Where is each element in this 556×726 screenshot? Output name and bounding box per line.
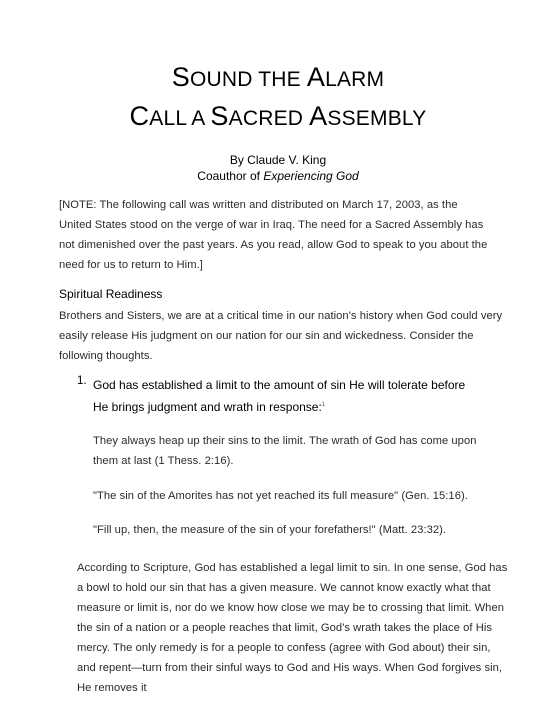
footnote-marker: 1 — [321, 402, 326, 408]
book-title: Experiencing God — [263, 169, 359, 183]
title-line-2 — [0, 103, 556, 132]
title-char: S — [171, 62, 190, 92]
title-text: ACRED — [228, 107, 310, 130]
title-char: A — [309, 101, 328, 131]
title-text: ALL A — [149, 107, 211, 130]
title-char: S — [210, 101, 229, 131]
list-item-number: 1. — [77, 375, 87, 387]
list-item-text — [93, 375, 473, 417]
scripture-quote-3: "Fill up, then, the measure of the sin of your forefathers!" (Matt. 23:32). — [93, 524, 447, 536]
section-intro: Brothers and Sisters, we are at a critical time in our nation's history when God could very easily release His judgment on our nation for our sin and wickedness. Consider the following thoughts. — [59, 310, 503, 362]
title-text: LARM — [325, 68, 385, 91]
section-heading: Spiritual Readiness — [59, 287, 163, 301]
scripture-quote-2: "The sin of the Amorites has not yet reached its full measure" (Gen. 15:16). — [93, 490, 468, 502]
body-paragraph: According to Scripture, God has established a legal limit to sin. In one sense, God has a bowl to hold our sin that has a given measure. We cannot know exactly what that measure or limit is, nor do we know how close we may be to crossing that limit. When the sin of a nation or a people reaches that limit, God's wrath takes the place of His mercy. The only remedy is for a people to confess (agree with God about) their sin, and repent—turn from their sinful ways to God and His ways. When God forgives sin, He removes it — [77, 562, 508, 694]
scripture-quote-1: They always heap up their sins to the limit. The wrath of God has come upon them at last (1 Thess. 2:16). — [93, 435, 477, 467]
author-role — [0, 168, 556, 185]
role-prefix: Coauthor of — [197, 169, 264, 183]
title-char: C — [129, 101, 150, 131]
title-text: SSEMBLY — [327, 107, 427, 130]
list-item-body: God has established a limit to the amount of sin He will tolerate before He brings judgment and wrath in response: — [93, 378, 466, 414]
title-line-1 — [0, 64, 556, 93]
author-byline: By Claude V. King — [229, 153, 327, 167]
editor-note: [NOTE: The following call was written and distributed on March 17, 2003, as the United States stood on the verge of war in Iraq. The need for a Sacred Assembly has not dimenished over the past years. As you read, allow God to speak to you about the need for us to return to Him.] — [59, 199, 488, 271]
title-text: OUND THE — [189, 68, 307, 91]
title-char: A — [306, 62, 326, 92]
